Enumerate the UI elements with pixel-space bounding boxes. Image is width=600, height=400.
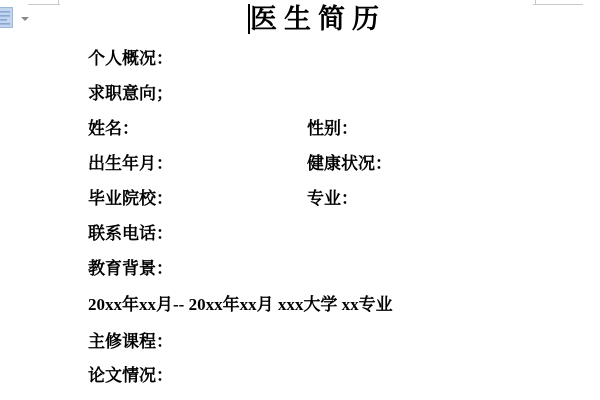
field-main-courses[interactable]: [88, 331, 588, 353]
field-label[interactable]: 联系电话：: [88, 224, 173, 243]
field-thesis-status[interactable]: [88, 365, 588, 387]
field-label[interactable]: 教育背景：: [88, 259, 173, 278]
field-label[interactable]: 20xx年xx月-- 20xx年xx月 xxx大学 xx专业: [88, 295, 393, 314]
field-label[interactable]: 个人概况：: [88, 49, 173, 68]
field-education-period[interactable]: [88, 294, 588, 316]
field-label[interactable]: 求职意向；: [88, 84, 173, 103]
field-school-major[interactable]: [88, 188, 588, 210]
title-row[interactable]: [0, 2, 600, 36]
field-label-gender[interactable]: 性别：: [307, 119, 358, 138]
field-name-gender[interactable]: [88, 118, 588, 140]
field-contact-phone[interactable]: [88, 223, 588, 245]
field-birthdate-health[interactable]: [88, 153, 588, 175]
field-label-health[interactable]: 健康状况：: [307, 154, 392, 173]
field-label-birthdate[interactable]: 出生年月：: [88, 154, 173, 173]
field-label-name[interactable]: 姓名：: [88, 119, 139, 138]
page-title[interactable]: 医生简历: [250, 4, 386, 34]
field-personal-overview[interactable]: [88, 48, 588, 70]
field-job-intention[interactable]: [88, 83, 588, 105]
field-label[interactable]: 主修课程：: [88, 332, 173, 351]
field-label-major[interactable]: 专业：: [307, 189, 358, 208]
field-label[interactable]: 论文情况：: [88, 366, 173, 385]
field-label-school[interactable]: 毕业院校：: [88, 189, 173, 208]
field-education-background[interactable]: [88, 258, 588, 280]
